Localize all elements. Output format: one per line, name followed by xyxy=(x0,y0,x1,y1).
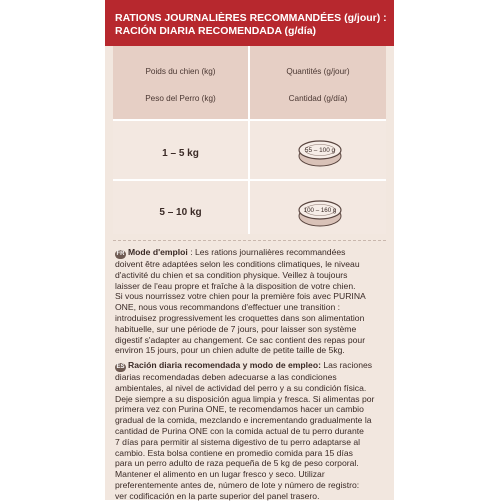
fr-text: : Les rations journalières recommandées xyxy=(187,247,346,257)
row2-bowl-amount: 100 – 160 g xyxy=(303,207,337,214)
es-text: ambientales, al nivel de actividad del perro y a su condición física. xyxy=(115,382,367,393)
fr-text: Si vous nourrissez votre chien pour la première fois avec PURINA xyxy=(115,291,366,302)
weight-column-header xyxy=(113,46,248,119)
food-bowl-icon xyxy=(297,198,343,228)
fr-flag-badge: FR xyxy=(116,251,125,257)
section-divider xyxy=(113,240,386,241)
es-text: diarias recomendadas deben adecuarse a las condiciones xyxy=(115,372,337,382)
column-divider xyxy=(248,46,250,234)
fr-text: habituelle, sur une période de 7 jours, pour laisser son système xyxy=(115,323,357,334)
quantity-header-es: Cantidad (g/día) xyxy=(288,94,348,103)
instructions-es xyxy=(115,360,387,502)
feeding-panel xyxy=(105,0,394,500)
header-title-es: RACIÓN DIARIA RECOMENDADA (g/día) xyxy=(115,25,317,37)
fr-text: d'activité du chien et sa condition physique. Veillez à toujours xyxy=(115,269,348,280)
instructions-fr xyxy=(115,247,387,356)
quantity-header-fr: Quantités (g/jour) xyxy=(286,67,350,76)
fr-text: environ 15 jours, pour un chien adulte de petite taille de 5kg. xyxy=(115,345,345,356)
es-title: Ración diaria recomendada y modo de empleo: xyxy=(128,360,321,370)
es-text: gradual de la comida, mezclando e incrementando gradualmente la xyxy=(115,415,372,426)
header-title-fr: RATIONS JOURNALIÈRES RECOMMANDÉES (g/jour) : xyxy=(115,12,387,24)
es-text: para un perro adulto de raza pequeña de 5 kg de peso corporal. xyxy=(115,458,359,469)
fr-title: Mode d'emploi xyxy=(128,247,188,257)
weight-header-es: Peso del Perro (kg) xyxy=(145,94,216,103)
es-line-0 xyxy=(115,360,387,372)
es-text: Mantener el alimento en un lugar fresco y seco. Utilizar xyxy=(115,469,325,480)
weight-header-fr: Poids du chien (kg) xyxy=(145,67,216,76)
fr-text: doivent être adaptées selon les conditions climatiques, le niveau xyxy=(115,259,360,269)
es-text: Deje siempre a su disposición agua limpia y fresca. Si alimentas por xyxy=(115,393,375,404)
fr-text: ONE, nous vous recommandons d'effectuer une transition : xyxy=(115,302,341,313)
es-text: ver codificación en la parte superior del panel trasero. xyxy=(115,490,320,501)
fr-text: digestif s'adapter au changement. Ce sac contient des repas pour xyxy=(115,334,366,345)
row1-bowl-amount: 55 – 100 g xyxy=(304,147,336,154)
es-text: cantidad de Purina ONE con la comida actual de tu perro durante xyxy=(115,425,364,436)
row1-weight: 1 – 5 kg xyxy=(162,148,199,159)
es-text: cambio. Esta bolsa contiene en promedio comida para 15 días xyxy=(115,447,353,458)
recommended-rations-header xyxy=(105,0,394,46)
row-divider xyxy=(113,179,386,181)
fr-text: laisser de l'eau propre et fraîche à la disposition de votre chien. xyxy=(115,280,356,291)
es-text: preferentemente antes de, número de lote y número de registro: xyxy=(115,479,360,490)
es-text: 7 días para permitir al sistema digestivo de tu perro adaptarse al xyxy=(115,436,361,447)
es-text: Las raciones xyxy=(320,360,373,370)
row2-weight: 5 – 10 kg xyxy=(159,207,202,218)
quantity-column-header xyxy=(250,46,386,119)
fr-text: introduisez progressivement les croquettes dans son alimentation xyxy=(115,312,365,323)
food-bowl-icon xyxy=(297,138,343,168)
es-text: primera vez con Purina ONE, te recomendamos hacer un cambio xyxy=(115,404,364,415)
es-flag-badge: ES xyxy=(116,364,125,370)
feeding-table xyxy=(113,46,386,234)
fr-line-0 xyxy=(115,247,387,259)
header-divider xyxy=(113,119,386,121)
